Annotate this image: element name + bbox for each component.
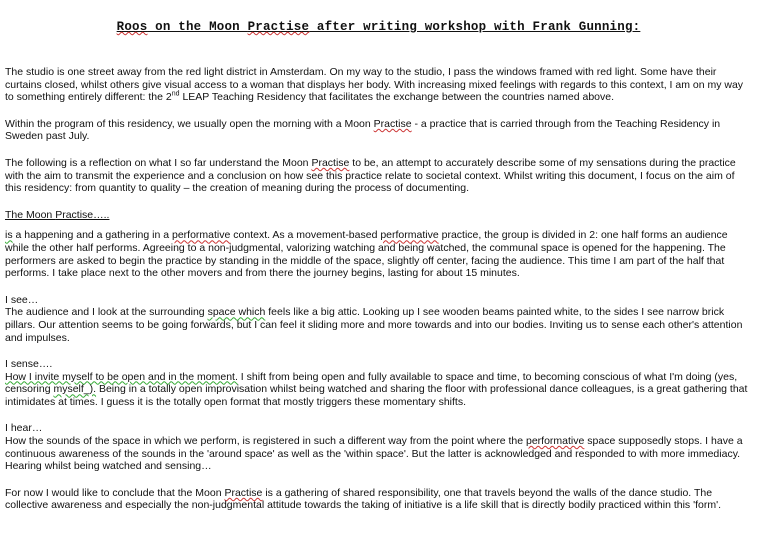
paragraph-intro [5,66,750,104]
text: LEAP Teaching Residency that facilitates the exchange between the countries named above. [179,91,615,104]
text: How the sounds of the space in which we perform, is registered in such a different way from the point where the [5,435,526,448]
text: For now I would like to conclude that the Moon [5,486,225,499]
misspelled-word: Practise [311,156,350,169]
flagged-word: myself_). [53,383,97,396]
text: context. As a movement-based [230,229,381,242]
flagged-word: space which [207,306,266,319]
paragraph-see [5,294,750,344]
text: Being in a totally open improvisation whilst being watched and sharing the floor with professional dance colleagues, is a great gathering that intimidates at times. I guess it is the totally open format that mostly triggers these momentary shifts. [5,383,748,408]
paragraph-program [5,118,750,143]
text: feels like a big attic. Looking up I see wooden beams painted white, to the sides I see narrow brick pillars. Our attention seems to be going forwards, but I can feel it sliding more and more towards and into our bodies. Inviting us to sense each other's attention and impulses. [5,306,743,344]
misspelled-word: Practise [224,486,263,499]
hear-label: I hear… [5,422,43,435]
text: I shift from being open and fully available to space and time, to becoming conscious of what I'm doing (yes, censoring [5,370,738,396]
misspelled-word: performative [380,229,439,242]
document-title [0,20,757,34]
document-body [5,66,750,526]
text: - a practice that is carried through from the Teaching Residency in Sweden past July. [5,117,721,143]
misspelled-word: Practise [373,117,412,130]
text: practice, the group is divided in 2: one half forms an audience while the other half performs. Agreeing to a non-judgmental, valorizing watching and being watched, the communal space is opened for the happening. The performers are asked to begin the practice by standing in the middle of the space, slightly off center, facing the audience. This time I am part of the half that performs. I take place next to the other movers and from there the journey begins, lasting for about 15 minutes. [5,229,728,280]
paragraph-conclusion [5,487,750,512]
text: is a gathering of shared responsibility, one that travels beyond the walls of the dance studio. The collective awareness and especially the non-judgmental attitude towards the taking of initiative is a life skill that is directly bodily practiced within this 'form'. [5,486,722,512]
title-segment: after writing workshop with Frank Gunning: [309,20,641,34]
see-label: I see… [5,293,39,306]
flagged-word: is [5,229,13,242]
title-word-roos: Roos [116,20,148,34]
superscript: nd [171,90,180,98]
flagged-phrase: How I invite myself to be open and in the moment. [5,370,238,383]
text: The audience and I look at the surrounding [5,306,208,319]
text: to be, an attempt to accurately describe some of my sensations during the practice with the aim to transmit the experience and a conclusion on how see this practice relate to societal context. Whilst writing this document, I focus on the aim of this residency: from quantity to quality – the creation of meaning during the process of documenting. [5,156,736,195]
heading-text: The Moon [5,208,56,221]
heading-word: Practise….. [55,208,110,221]
title-word-practise: Practise [247,20,310,34]
title-segment: on the Moon [147,20,248,34]
text: a happening and a gathering in a [12,229,172,242]
misspelled-word: performative [171,229,231,242]
paragraph-happening [5,229,750,279]
paragraph-reflection [5,157,750,195]
section-heading [5,209,750,222]
text: Within the program of this residency, we usually open the morning with a Moon [5,117,374,130]
text: space supposedly stops. I have a continuous awareness of the sounds in the 'around space' as well as the 'within space'. But the latter is acknowledged and responded to with more immediacy. Hearing whilst being watched and sensing… [5,435,743,473]
misspelled-word: performative [526,435,585,448]
paragraph-hear [5,422,750,472]
text: The studio is one street away from the red light district in Amsterdam. On my way to the studio, I pass the windows framed with red light. Some have their curtains closed, whilst others give visual access to a woman that displays her body. With increasing mixed feelings with regards to this context, I am on my way to something entirely different: the 2 [5,66,744,104]
sense-label: I sense…. [5,358,53,371]
paragraph-sense [5,358,750,408]
text: The following is a reflection on what I so far understand the Moon [5,156,312,169]
